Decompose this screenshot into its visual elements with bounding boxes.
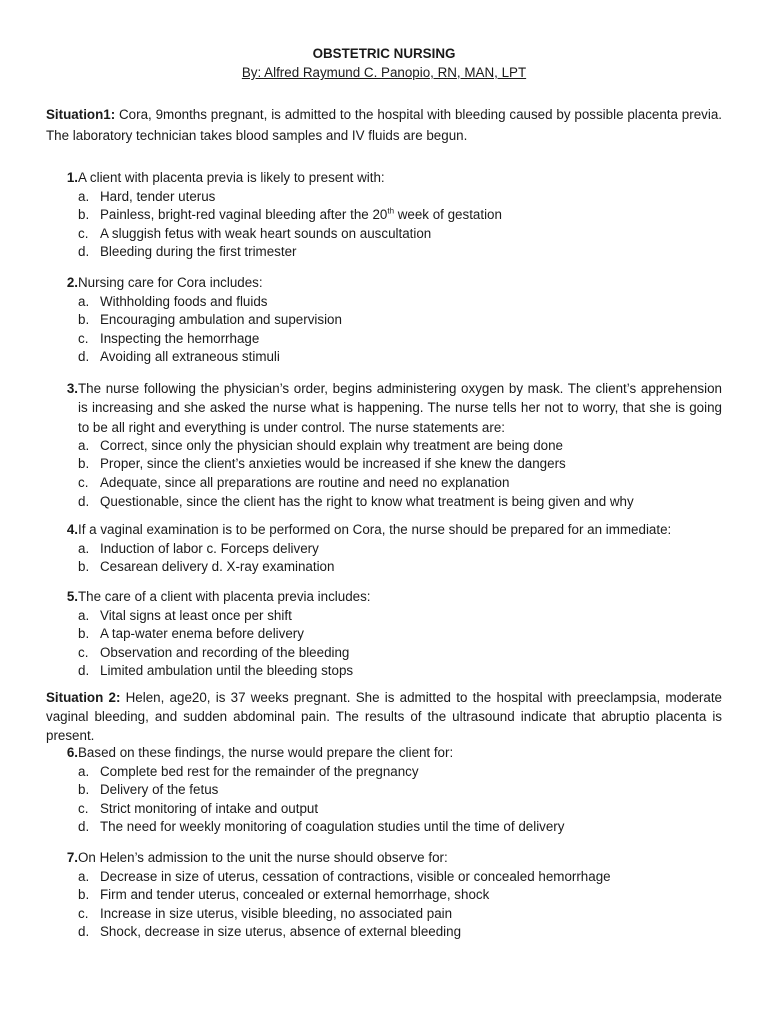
question-text: Based on these findings, the nurse would prepare the client for: <box>78 745 454 760</box>
option-d: d. Questionable, since the client has the right to know what treatment is being given and why <box>78 493 634 509</box>
question-number: 2. <box>66 275 78 290</box>
option-d: d. Limited ambulation until the bleeding stops <box>78 663 354 679</box>
option-b: b. Proper, since the client’s anxieties would be increased if she knew the dangers <box>78 456 566 472</box>
situation-2-label: Situation 2: <box>46 690 121 705</box>
option-a: a. Withholding foods and fluids <box>78 293 268 309</box>
situation-1 <box>46 105 722 146</box>
option-c: c. Increase in size uterus, visible bleeding, no associated pain <box>78 905 453 921</box>
option-c: c. A sluggish fetus with weak heart sounds on auscultation <box>78 225 432 241</box>
option-b: b. Encouraging ambulation and supervision <box>78 312 342 328</box>
option-d: d. Shock, decrease in size uterus, absence of external bleeding <box>78 924 462 940</box>
option-c: c. Adequate, since all preparations are routine and need no explanation <box>78 475 510 491</box>
option-c: c. Inspecting the hemorrhage <box>78 330 260 346</box>
document-title: OBSTETRIC NURSING <box>312 46 456 61</box>
question-5 <box>46 588 722 681</box>
question-text: Nursing care for Cora includes: <box>78 275 263 290</box>
option-a: a. Complete bed rest for the remainder of the pregnancy <box>78 763 419 779</box>
question-text: If a vaginal examination is to be performed on Cora, the nurse should be prepared for an immediate: <box>78 522 672 537</box>
situation-2-text: Helen, age20, is 37 weeks pregnant. She is admitted to the hospital with preeclampsia, moderate vaginal bleeding, and sudden abdominal pain. The results of the ultrasound indicate that abruptio placenta is present. <box>46 690 722 743</box>
option-a: a. Induction of labor c. Forceps delivery <box>78 540 319 556</box>
option-b: b. Firm and tender uterus, concealed or external hemorrhage, shock <box>78 887 490 903</box>
question-2 <box>46 274 722 367</box>
question-number: 5. <box>66 589 78 604</box>
situation-1-text: Cora, 9months pregnant, is admitted to the hospital with bleeding caused by possible placenta previa. The laboratory technician takes blood samples and IV fluids are begun. <box>46 107 722 143</box>
option-c: c. Strict monitoring of intake and output <box>78 800 319 816</box>
option-a: a. Decrease in size of uterus, cessation of contractions, visible or concealed hemorrhage <box>78 868 611 884</box>
question-1 <box>46 169 722 262</box>
question-number: 1. <box>66 170 78 185</box>
option-b: b. Cesarean delivery d. X-ray examination <box>78 559 335 575</box>
question-4 <box>46 521 722 577</box>
question-number: 6. <box>66 745 78 760</box>
question-7 <box>46 849 722 942</box>
question-text: The care of a client with placenta previa includes: <box>78 589 371 604</box>
situation-2 <box>46 689 722 745</box>
option-d: d. Bleeding during the first trimester <box>78 244 297 260</box>
question-number: 3. <box>66 381 78 396</box>
question-3 <box>46 379 722 511</box>
question-text: A client with placenta previa is likely to present with: <box>78 170 385 185</box>
question-text: On Helen’s admission to the unit the nurse should observe for: <box>78 850 448 865</box>
question-number: 4. <box>66 522 78 537</box>
situation-1-label: Situation1: <box>46 107 116 122</box>
option-a: a. Hard, tender uterus <box>78 188 216 204</box>
question-text: The nurse following the physician’s order, begins administering oxygen by mask. The client’s apprehension is increasing and she asked the nurse what is happening. The nurse tells her not to worry, that she is going to be all right and everything is under control. The nurse statements are: <box>78 381 722 435</box>
option-b: b. Painless, bright-red vaginal bleeding after the 20th week of gestation <box>78 206 502 223</box>
document-author: By: Alfred Raymund C. Panopio, RN, MAN, LPT <box>241 65 527 80</box>
option-c: c. Observation and recording of the bleeding <box>78 644 350 660</box>
question-6 <box>46 744 722 837</box>
option-d: d. The need for weekly monitoring of coagulation studies until the time of delivery <box>78 819 565 835</box>
option-a: a. Vital signs at least once per shift <box>78 607 292 623</box>
option-b: b. Delivery of the fetus <box>78 782 219 798</box>
question-number: 7. <box>66 850 78 865</box>
option-d: d. Avoiding all extraneous stimuli <box>78 349 280 365</box>
option-b: b. A tap-water enema before delivery <box>78 626 304 642</box>
option-a: a. Correct, since only the physician should explain why treatment are being done <box>78 437 563 453</box>
